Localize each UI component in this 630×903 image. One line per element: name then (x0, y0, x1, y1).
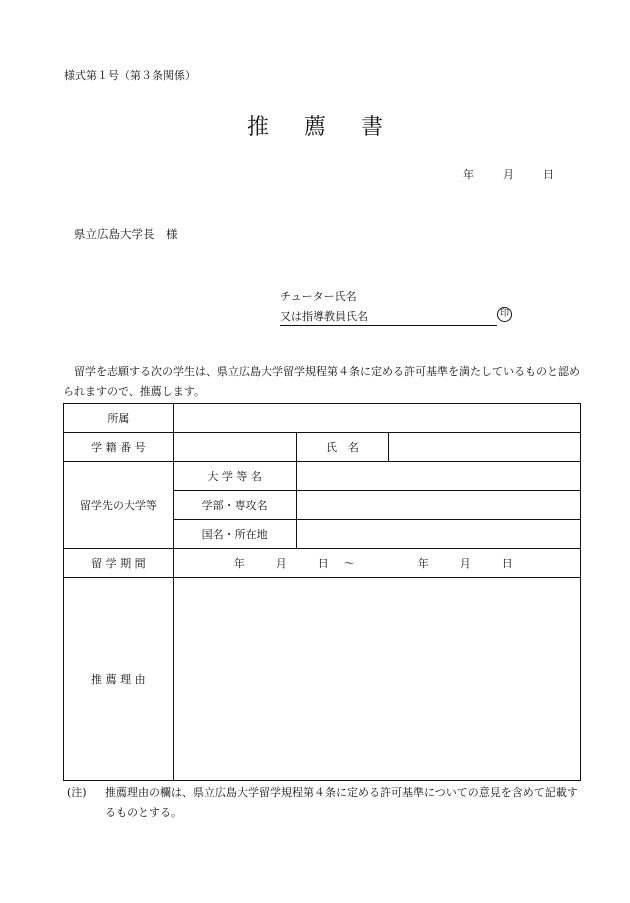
period-start-year: 年 (233, 557, 245, 570)
date-day: 日 (543, 168, 554, 181)
period-tilde: 〜 (343, 557, 355, 570)
destination-label: 留学先の大学等 (64, 462, 174, 549)
period-field[interactable] (173, 549, 580, 578)
affiliation-field[interactable] (173, 404, 580, 433)
document-title: 推 薦 書 (247, 115, 397, 140)
name-field[interactable] (389, 433, 581, 462)
university-name-field[interactable] (296, 462, 580, 491)
faculty-label: 学部・専攻名 (173, 491, 296, 520)
period-end-day: 日 (501, 557, 513, 570)
student-id-label: 学 籍 番 号 (64, 433, 174, 462)
reason-label: 推 薦 理 由 (64, 578, 174, 781)
note (67, 783, 587, 823)
reason-field[interactable] (173, 578, 580, 781)
country-location-label: 国名・所在地 (173, 520, 296, 549)
form-number: 様式第１号（第３条関係） (64, 69, 196, 82)
seal-mark: 印 (497, 307, 512, 322)
recommendation-form-table (63, 403, 581, 781)
note-mark: (注) (67, 786, 87, 799)
addressee: 県立広島大学長 様 (74, 227, 178, 241)
period-start-month: 月 (275, 557, 287, 570)
name-label: 氏 名 (296, 433, 389, 462)
date-line (463, 166, 554, 182)
affiliation-label: 所属 (64, 404, 174, 433)
student-id-field[interactable] (173, 433, 296, 462)
country-location-field[interactable] (296, 520, 580, 549)
tutor-name-label: チューター氏名 (280, 290, 357, 303)
university-name-label: 大 学 等 名 (173, 462, 296, 491)
period-end-month: 月 (459, 557, 471, 570)
date-year: 年 (463, 168, 474, 181)
period-end-year: 年 (417, 557, 429, 570)
advisor-name-field[interactable] (280, 308, 497, 326)
period-start-day: 日 (317, 557, 329, 570)
intro-paragraph: 留学を志願する次の学生は、県立広島大学留学規程第４条に定める許可基準を満たしているものと認められますので、推薦します。 (63, 365, 580, 398)
period-label: 留 学 期 間 (64, 549, 174, 578)
date-month: 月 (503, 168, 514, 181)
advisor-name-label: 又は指導教員氏名 (280, 310, 368, 323)
note-text: 推薦理由の欄は、県立広島大学留学規程第４条に定める許可基準についての意見を含めて記載するものとする。 (105, 786, 578, 819)
faculty-field[interactable] (296, 491, 580, 520)
